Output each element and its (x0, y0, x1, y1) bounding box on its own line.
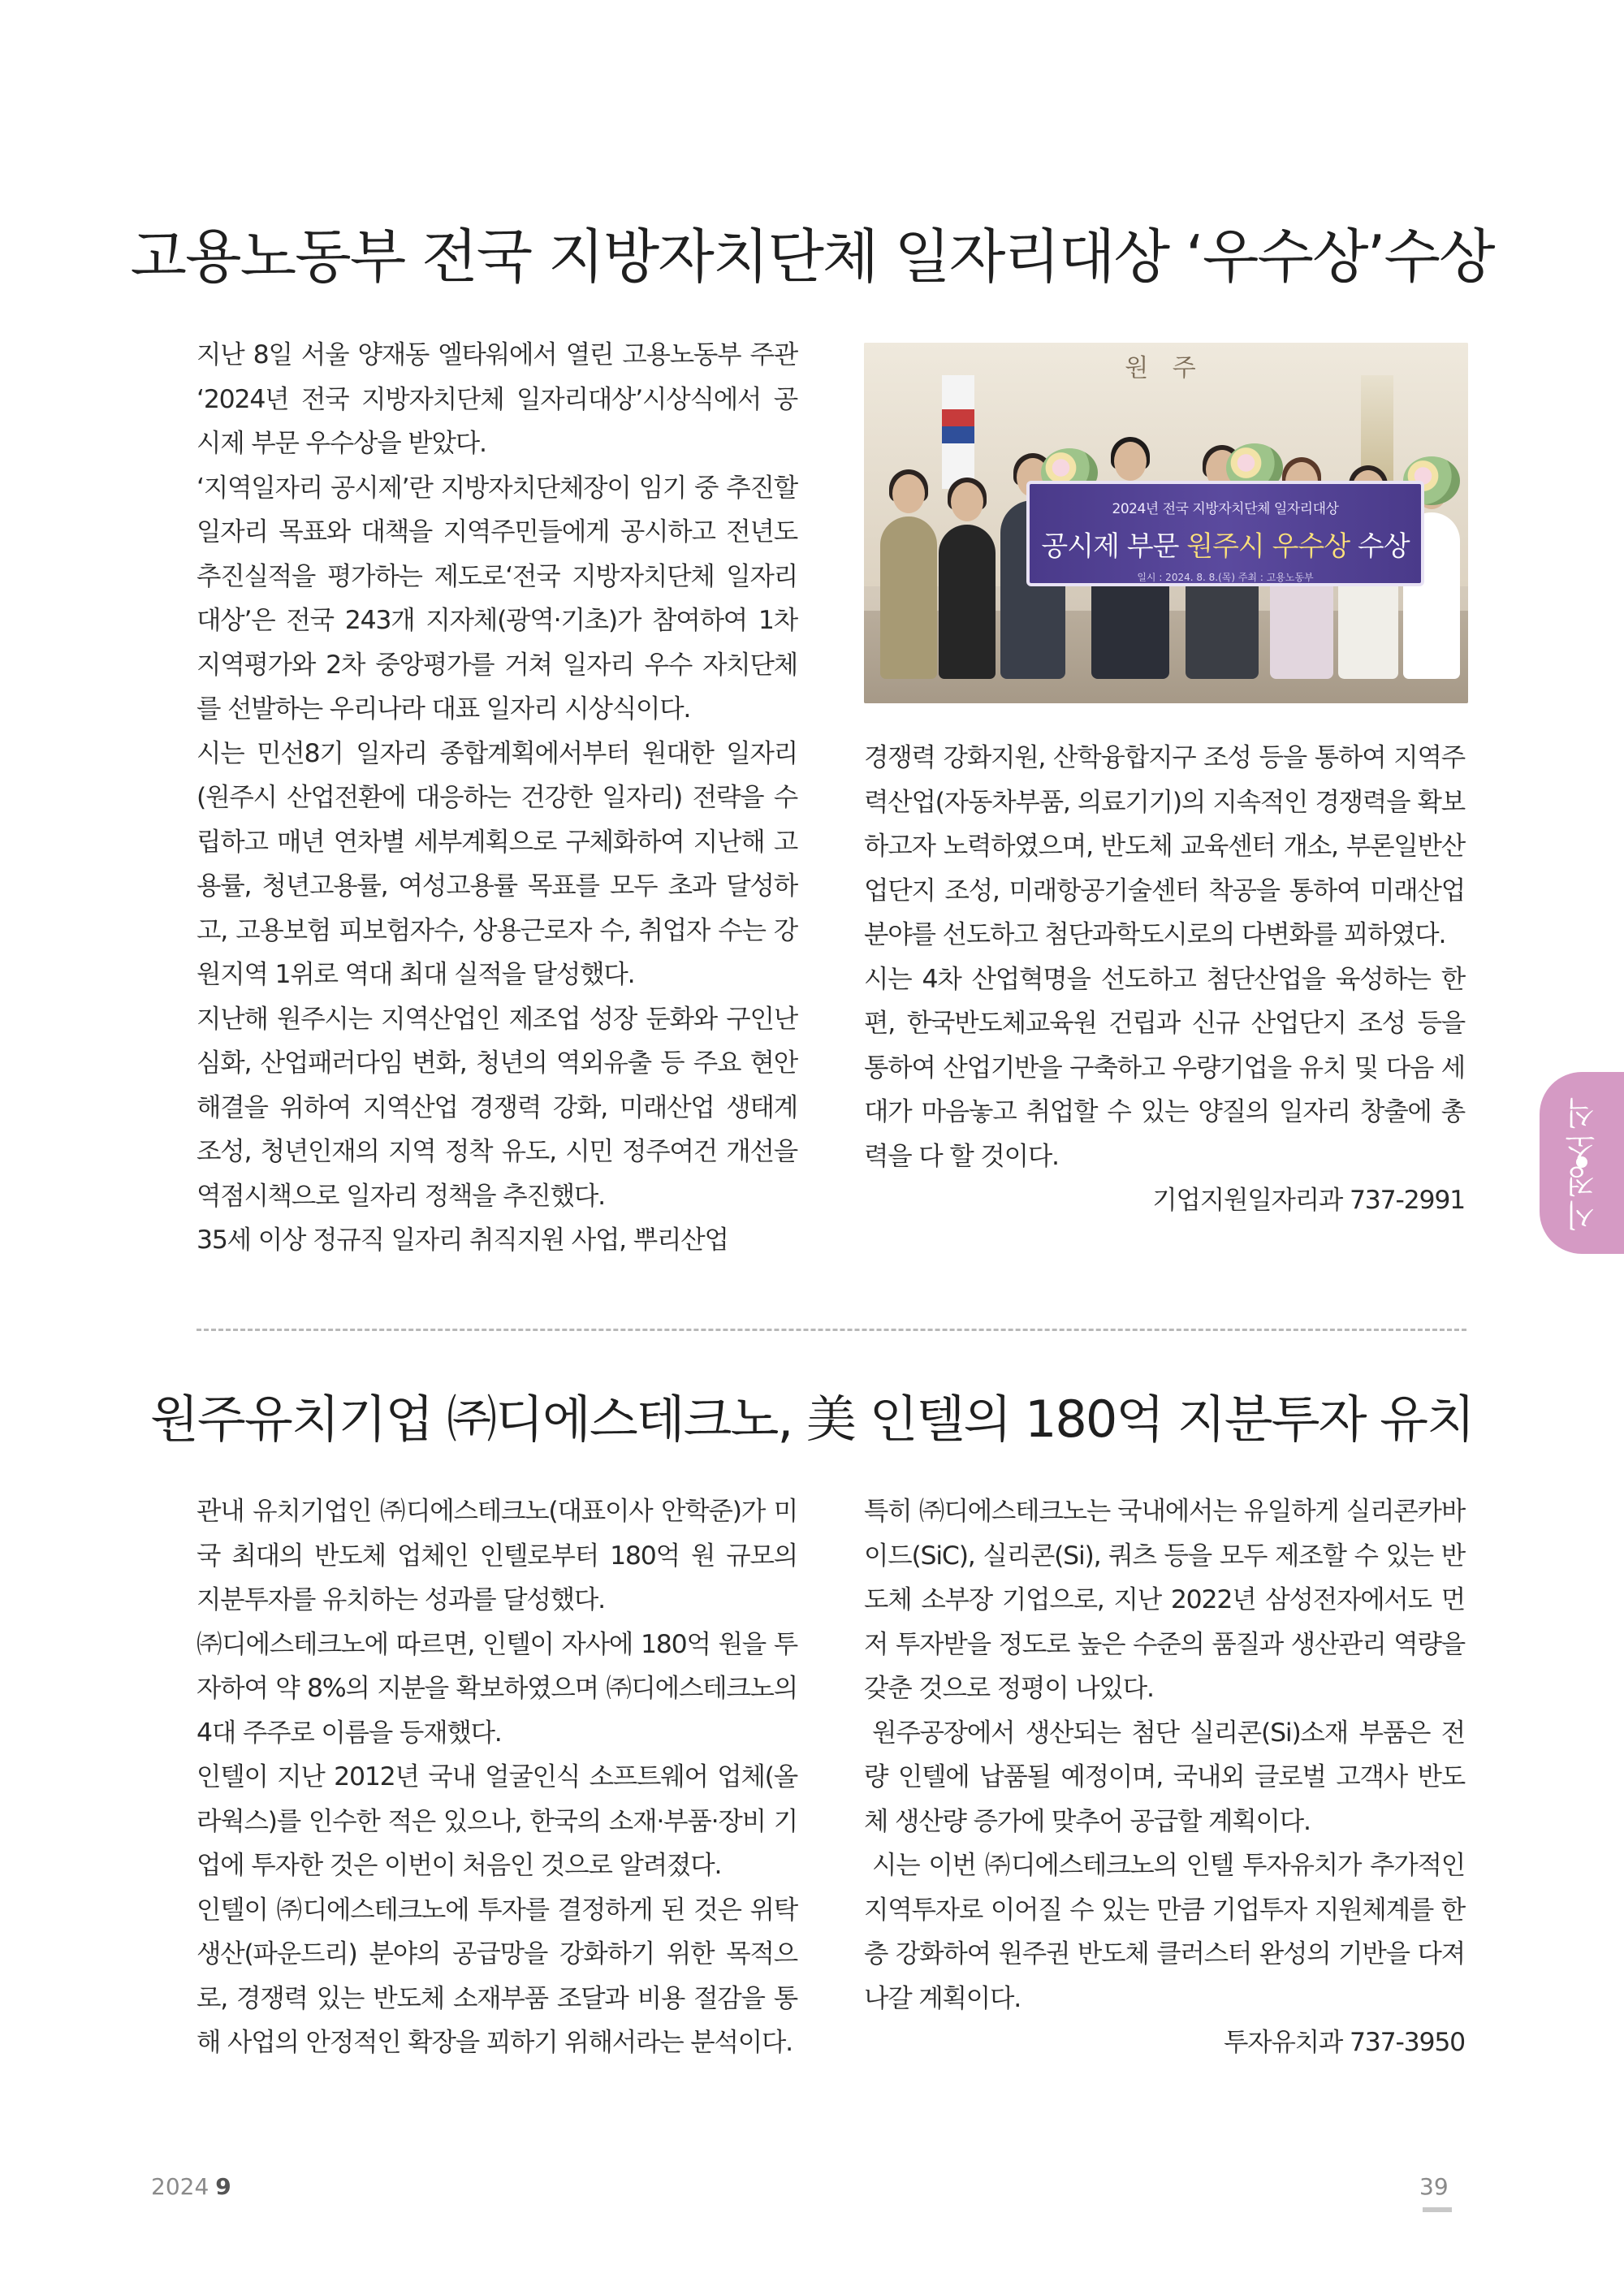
article1-paragraph: ‘지역일자리 공시제’란 지방자치단체장이 임기 중 추진할 일자리 목표와 대책을 지역주민들에게 공시하고 전년도 추진실적을 평가하는 제도로‘전국 지방자치단체 일자리대상’은 전국 243개 지자체(광역·기초)가 참여하여 1차 지역평가와 2차 중앙평가를 거쳐 일자리 우수 자치단체를 선발하는 우리나라 대표 일자리 시상식이다. (197, 473, 797, 724)
article2-paragraph: ㈜디에스테크노에 따르면, 인텔이 자사에 180억 원을 투자하여 약 8%의 지분을 확보하였으며 ㈜디에스테크노의 4대 주주로 이름을 등재했다. (197, 1629, 797, 1748)
article1-column-right (864, 736, 1465, 1223)
article1-paragraph: 시는 4차 산업혁명을 선도하고 첨단산업을 육성하는 한편, 한국반도체교육원 건립과 신규 산업단지 조성 등을 통하여 산업기반을 구축하고 우량기업을 유치 및 다음 세대가 마음놓고 취업할 수 있는 양질의 일자리 창출에 총력을 다 할 것이다. (864, 964, 1465, 1171)
photo-wall-sign: 원 주 (1125, 354, 1204, 382)
article1-title: 고용노동부 전국 지방자치단체 일자리대상 ‘우수상’수상 (130, 223, 1494, 291)
article2-paragraph: 시는 이번 ㈜디에스테크노의 인텔 투자유치가 추가적인 지역투자로 이어질 수 있는 만큼 기업투자 지원체계를 한층 강화하여 원주권 반도체 클러스터 완성의 기반을 다져나갈 계획이다. (864, 1851, 1465, 2013)
banner-footer: 일시 : 2024. 8. 8.(목) 주최 : 고용노동부 (1137, 572, 1314, 583)
banner-subtitle: 2024년 전국 지방자치단체 일자리대상 (1112, 501, 1339, 517)
article1-column-left (197, 333, 797, 1263)
section-side-tab (1540, 1072, 1624, 1254)
article1-paragraph: 35세 이상 정규직 일자리 취직지원 사업, 뿌리산업 (197, 1225, 728, 1255)
article1-paragraph: 경쟁력 강화지원, 산학융합지구 조성 등을 통하여 지역주력산업(자동차부품, 의료기기)의 지속적인 경쟁력을 확보하고자 노력하였으며, 반도체 교육센터 개소, 부론일반산업단지 조성, 미래항공기술센터 착공을 통하여 미래산업 분야를 선도하고 첨단과학도시로의 다변화를 꾀하였다. (864, 743, 1465, 949)
article2-column-left (197, 1489, 797, 2065)
article1-credit: 기업지원일자리과 737-2991 (1152, 1186, 1465, 1215)
award-banner (1026, 481, 1424, 586)
page-number: 39 (1419, 2173, 1449, 2200)
article2-credit: 투자유치과 737-3950 (1223, 2028, 1465, 2057)
article2-paragraph: 특히 ㈜디에스테크노는 국내에서는 유일하게 실리콘카바이드(SiC), 실리콘(Si), 쿼츠 등을 모두 제조할 수 있는 반도체 소부장 기업으로, 지난 2022년 삼성전자에서도 먼저 투자받을 정도로 높은 수준의 품질과 생산관리 역량을 갖춘 것으로 정평이 나있다. (864, 1497, 1465, 1703)
page-number-underline (1423, 2207, 1452, 2212)
article2-paragraph: 관내 유치기업인 ㈜디에스테크노(대표이사 안학준)가 미국 최대의 반도체 업체인 인텔로부터 180억 원 규모의 지분투자를 유치하는 성과를 달성했다. (197, 1497, 797, 1614)
article1-paragraph: 시는 민선8기 일자리 종합계획에서부터 원대한 일자리(원주시 산업전환에 대응하는 건강한 일자리) 전략을 수립하고 매년 연차별 세부계획으로 구체화하여 지난해 고용률, 청년고용률, 여성고용률 목표를 모두 초과 달성하고, 고용보험 피보험자수, 상용근로자 수, 취업자 수는 강원지역 1위로 역대 최대 실적을 달성했다. (197, 738, 797, 989)
banner-headline: 공시제 부문 원주시 우수상 수상 (1041, 530, 1410, 563)
article1-paragraph: 지난해 원주시는 지역산업인 제조업 성장 둔화와 구인난 심화, 산업패러다임 변화, 청년의 역외유출 등 주요 현안 해결을 위하여 지역산업 경쟁력 강화, 미래산업 생태계 조성, 청년인재의 지역 정착 유도, 시민 정주여건 개선을 역점시책으로 일자리 정책을 추진했다. (197, 1004, 797, 1211)
article2-paragraph: 인텔이 지난 2012년 국내 얼굴인식 소프트웨어 업체(올라웍스)를 인수한 적은 있으나, 한국의 소재·부품·장비 기업에 투자한 것은 이번이 처음인 것으로 알려졌다. (197, 1762, 797, 1880)
article2-paragraph: 원주공장에서 생산되는 첨단 실리콘(Si)소재 부품은 전량 인텔에 납품될 예정이며, 국내외 글로벌 고객사 반도체 생산량 증가에 맞추어 공급할 계획이다. (864, 1718, 1465, 1836)
person (939, 525, 996, 679)
issue-date (151, 2173, 231, 2200)
article2-column-right (864, 1489, 1465, 2065)
flag-left (942, 375, 974, 489)
article2-paragraph: 인텔이 ㈜디에스테크노에 투자를 결정하게 된 것은 위탁생산(파운드리) 분야의 공급망을 강화하기 위한 목적으로, 경쟁력 있는 반도체 소재부품 조달과 비용 절감을 통해 사업의 안정적인 확장을 꾀하기 위해서라는 분석이다. (197, 1895, 797, 2057)
person (880, 516, 937, 679)
section-divider (197, 1329, 1466, 1331)
section-side-tab-label: 시정소식 (1565, 1095, 1601, 1231)
article2-title: 원주유치기업 ㈜디에스테크노, 美 인텔의 180억 지분투자 유치 (150, 1390, 1474, 1449)
issue-month: 9 (215, 2173, 231, 2200)
article1-paragraph: 지난 8일 서울 양재동 엘타워에서 열린 고용노동부 주관 ‘2024년 전국 지방자치단체 일자리대상’시상식에서 공시제 부문 우수상을 받았다. (197, 340, 797, 458)
award-ceremony-photo (864, 343, 1468, 703)
issue-year: 2024 (151, 2173, 209, 2200)
